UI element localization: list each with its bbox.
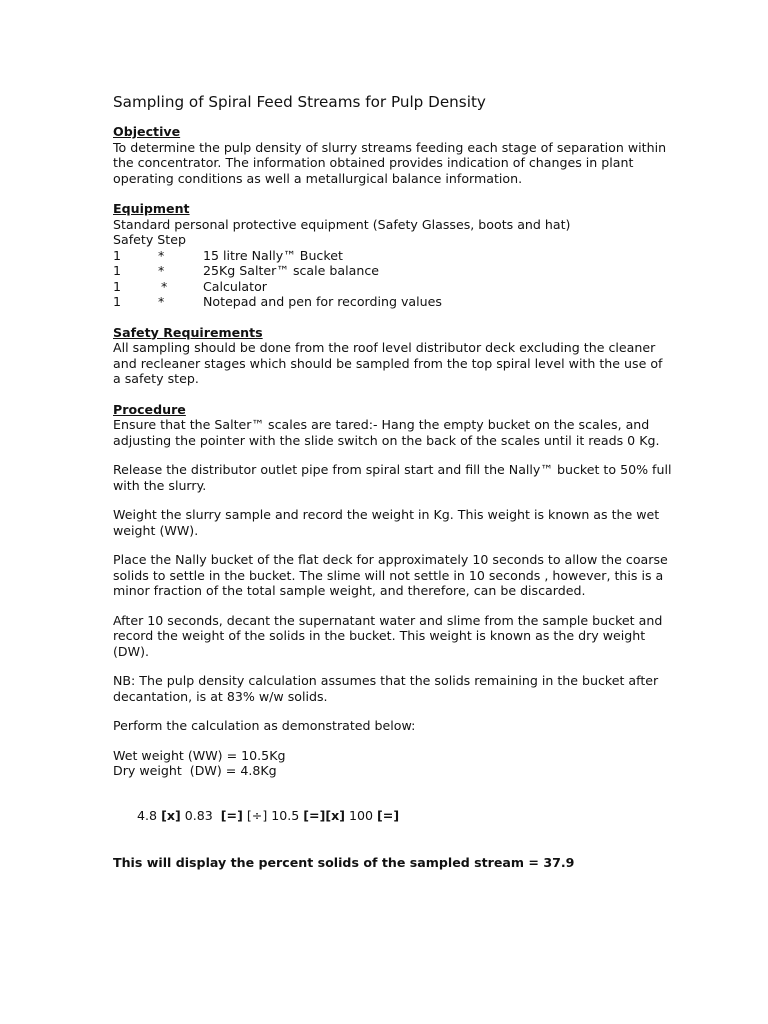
document-page [113, 93, 673, 871]
procedure-heading: Procedure [113, 401, 186, 417]
procedure-paragraph: Weight the slurry sample and record the weight in Kg. This weight is known as the wet weight (WW). [113, 507, 660, 538]
safety-text: All sampling should be done from the roof level distributor deck excluding the cleaner and recleaner stages which should be sampled from the top spiral level with the use of a safety step. [113, 340, 663, 386]
procedure-paragraph: Ensure that the Salter™ scales are tared:- Hang the empty bucket on the scales, and adjusting the pointer with the slide switch on the back of the scales until it reads 0 Kg. [113, 417, 660, 448]
equipment-intro-line: Standard personal protective equipment (Safety Glasses, boots and hat) [113, 216, 571, 232]
equipment-qty: 1 [113, 278, 122, 294]
safety-section [113, 325, 673, 387]
objective-section [113, 124, 673, 186]
objective-heading: Objective [113, 124, 181, 139]
calc-operator: [=] [377, 808, 400, 823]
equipment-item [113, 263, 673, 279]
equipment-item [113, 279, 673, 295]
calc-token: [÷] 10.5 [242, 808, 304, 823]
equipment-item [113, 294, 673, 310]
equipment-section [113, 201, 673, 310]
weights-block [113, 748, 673, 779]
equipment-item [113, 248, 673, 264]
procedure-paragraph: Place the Nally bucket of the flat deck for approximately 10 seconds to allow the coarse solids to settle in the bucket. The slime will not settle in 10 seconds , however, this is a minor fraction of the total sample weight, and therefore, can be discarded. [113, 552, 668, 598]
wet-weight-line: Wet weight (WW) = 10.5Kg [113, 747, 286, 763]
procedure-paragraph: Perform the calculation as demonstrated below: [113, 718, 416, 733]
equipment-heading: Equipment [113, 201, 190, 216]
calculation-line [113, 793, 673, 840]
procedure-paragraph: Release the distributor outlet pipe from spiral start and fill the Nally™ bucket to 50% full with the slurry. [113, 462, 672, 493]
equipment-name: Notepad and pen for recording values [203, 294, 442, 309]
procedure-paragraph: After 10 seconds, decant the supernatant water and slime from the sample bucket and record the weight of the solids in the bucket. This weight is known as the dry weight (DW). [113, 612, 663, 659]
equipment-name: 25Kg Salter™ scale balance [203, 263, 379, 278]
procedure-section [113, 402, 673, 871]
procedure-paragraph: NB: The pulp density calculation assumes that the solids remaining in the bucket after decantation, is at 83% w/w solids. [113, 673, 659, 704]
page-title: Sampling of Spiral Feed Streams for Pulp Density [113, 93, 486, 111]
objective-text: To determine the pulp density of slurry streams feeding each stage of separation within the concentrator. The information obtained provides indication of changes in plant operating conditions as well a metallurgical balance information. [113, 139, 667, 186]
calc-token: 4.8 [137, 808, 162, 823]
equipment-bullet: * [158, 263, 165, 278]
equipment-name: 15 litre Nally™ Bucket [203, 247, 343, 263]
calc-operator: [=][x] [303, 808, 345, 823]
equipment-intro-line: Safety Step [113, 232, 186, 247]
calc-operator: [x] [161, 808, 181, 823]
equipment-qty: 1 [113, 247, 122, 263]
result-statement: This will display the percent solids of the sampled stream = 37.9 [113, 855, 575, 870]
safety-heading: Safety Requirements [113, 324, 263, 340]
dry-weight-line: Dry weight (DW) = 4.8Kg [113, 763, 277, 778]
equipment-bullet: * [158, 294, 165, 309]
calc-operator: [=] [220, 808, 243, 823]
calc-token: 0.83 [180, 808, 221, 823]
equipment-qty: 1 [113, 263, 122, 278]
equipment-qty: 1 [113, 294, 122, 309]
equipment-bullet: * [161, 278, 168, 294]
equipment-name: Calculator [203, 278, 267, 294]
calc-token: 100 [345, 808, 378, 823]
equipment-bullet: * [158, 247, 165, 263]
